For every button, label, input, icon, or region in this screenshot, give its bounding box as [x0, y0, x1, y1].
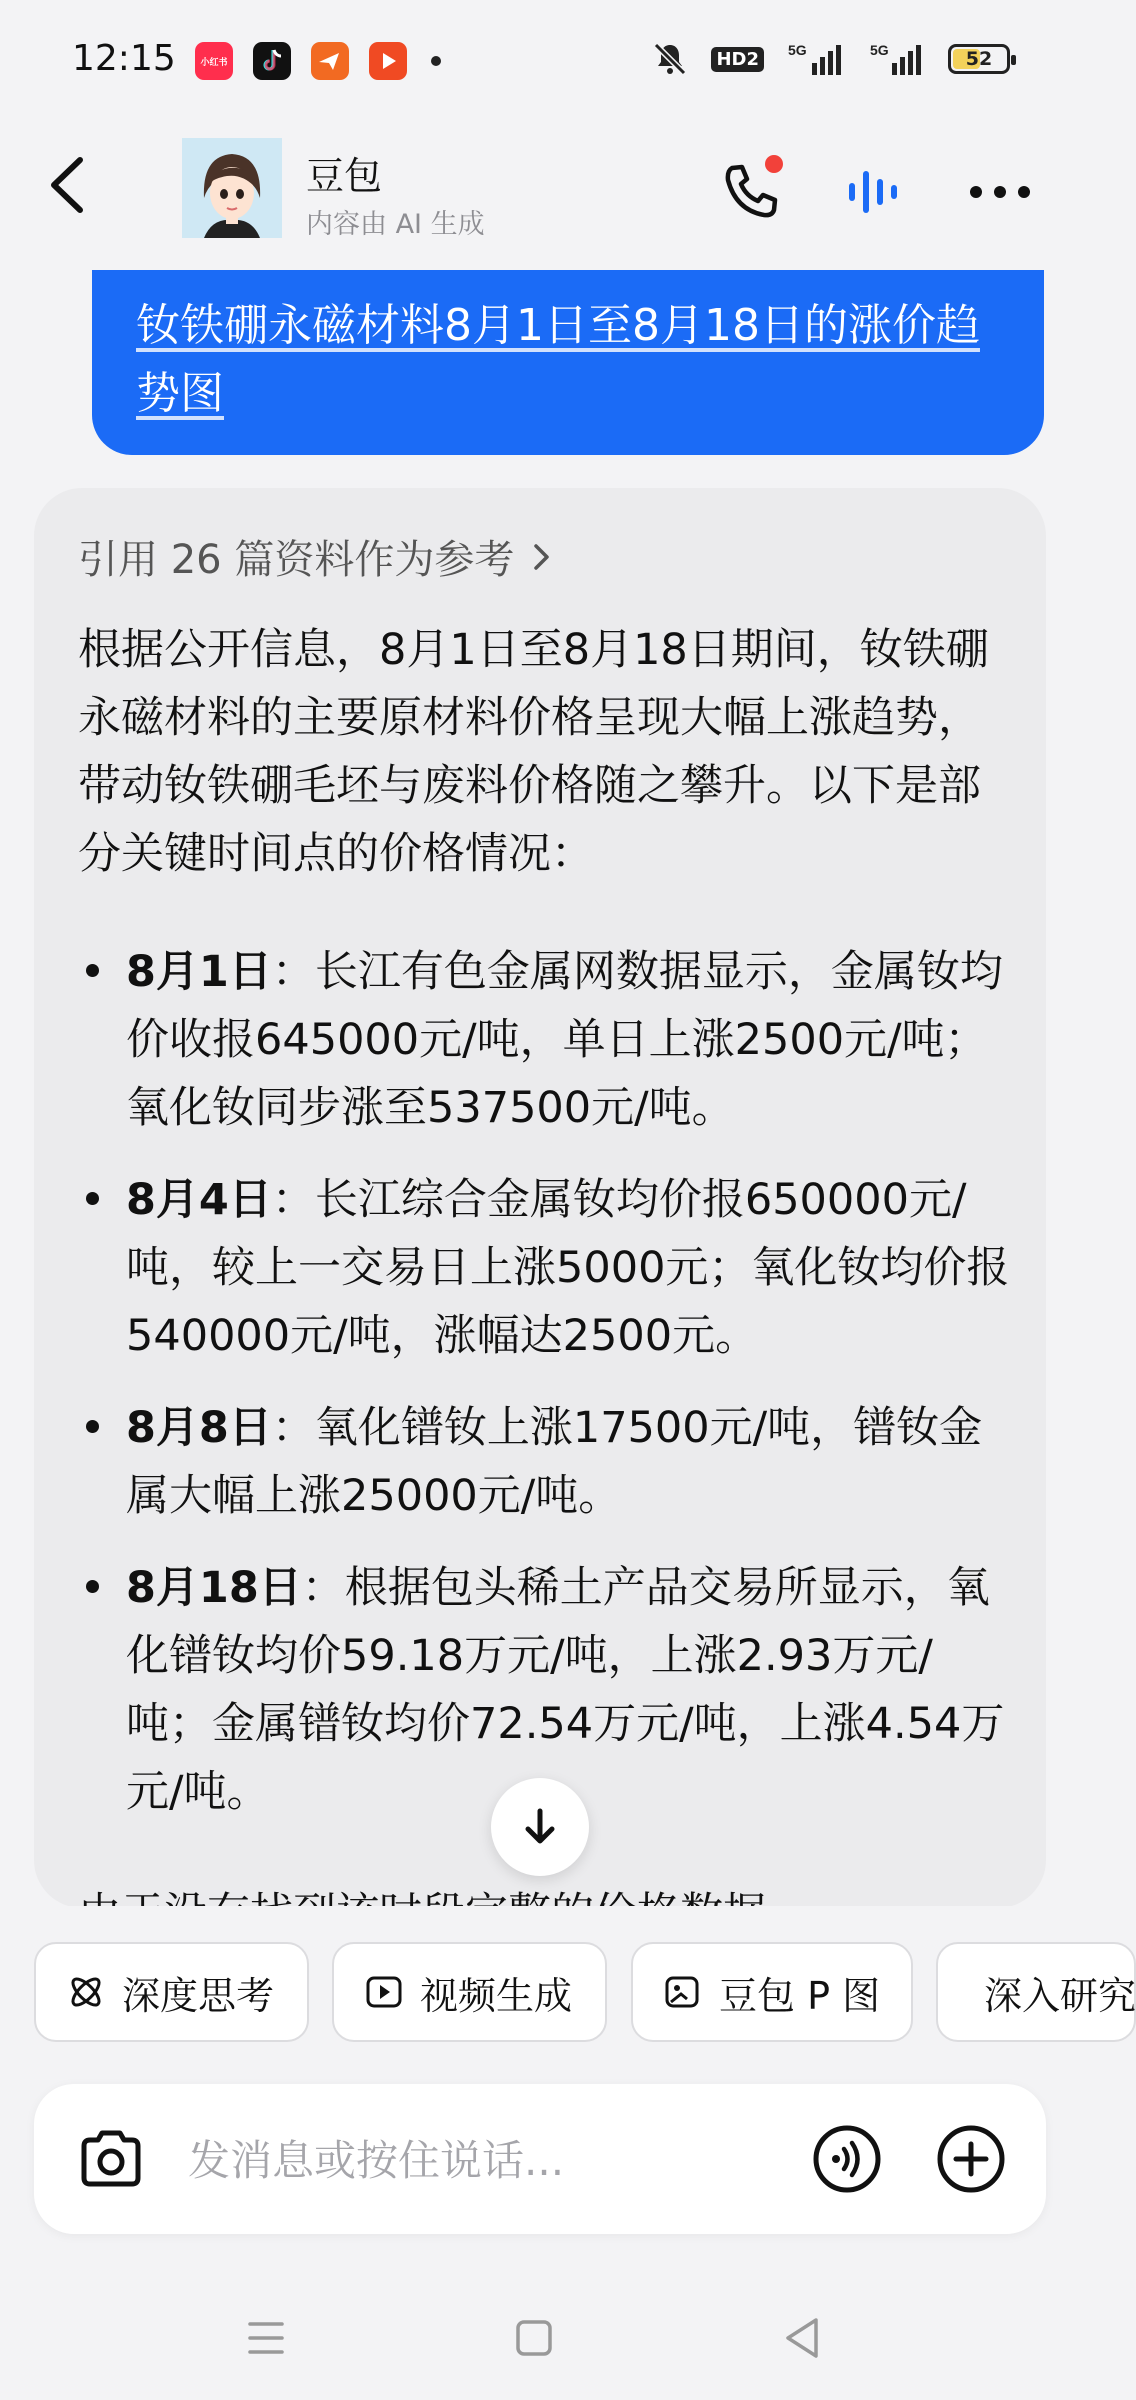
voice-wave-icon	[842, 162, 908, 222]
more-notifications-dot	[431, 56, 441, 66]
battery-percent: 52	[965, 48, 993, 70]
item-text: ：长江有色金属网数据显示，金属钕均价收报645000元/吨，单日上涨2500元/吨；氧化钕同步涨至537500元/吨。	[126, 947, 1003, 1133]
list-item	[78, 1394, 1018, 1530]
voice-input-button[interactable]	[810, 2122, 884, 2196]
back-button[interactable]	[40, 150, 100, 220]
answer-card	[34, 488, 1046, 1908]
plus-circle-icon	[934, 2122, 1008, 2196]
doubao-avatar-icon	[182, 138, 282, 238]
battery-icon	[948, 44, 1010, 74]
square-home-icon	[504, 2310, 564, 2366]
chip-label: 深入研究	[984, 1973, 1136, 2018]
chip-label: 豆包 P 图	[719, 1973, 881, 2018]
item-date: 8月8日	[126, 1403, 272, 1453]
chevron-left-icon	[40, 150, 100, 220]
triangle-back-icon	[772, 2310, 832, 2366]
atom-icon	[66, 1972, 106, 2012]
system-status-icons	[651, 40, 1010, 78]
status-app-icons	[195, 42, 441, 80]
chat-header	[0, 120, 1080, 270]
item-date: 8月18日	[126, 1563, 302, 1613]
hd-icon: HD2	[711, 47, 764, 72]
list-item	[78, 1166, 1018, 1370]
recent-apps-button[interactable]	[236, 2310, 296, 2366]
chip-deep-thinking[interactable]	[34, 1942, 309, 2042]
price-timeline-list	[78, 938, 1018, 1850]
back-nav-button[interactable]	[772, 2310, 832, 2366]
chevron-right-icon	[528, 540, 554, 574]
arrow-down-icon	[518, 1805, 562, 1849]
item-text: ：根据包头稀土产品交易所显示，氧化镨钕均价59.18万元/吨，上涨2.93万元/吨；金属镨钕均价72.54万元/吨，上涨4.54万元/吨。	[126, 1563, 1005, 1817]
chip-video-generation[interactable]	[332, 1942, 607, 2042]
list-item	[78, 938, 1018, 1142]
answer-intro: 根据公开信息，8月1日至8月18日期间，钕铁硼永磁材料的主要原材料价格呈现大幅上涨趋势，带动钕铁硼毛坯与废料价格随之攀升。以下是部分关键时间点的价格情况：	[78, 625, 989, 879]
more-options-button[interactable]	[966, 172, 1034, 212]
svg-text:5G: 5G	[788, 42, 807, 58]
video-play-icon	[364, 1972, 404, 2012]
status-bar	[0, 0, 1080, 120]
user-message-text[interactable]: 钕铁硼永磁材料8月1日至8月18日的涨价趋势图	[136, 300, 980, 419]
menu-lines-icon	[236, 2310, 296, 2366]
voice-chat-button[interactable]	[842, 162, 908, 222]
more-dots-icon	[966, 172, 1034, 212]
call-notification-dot	[765, 155, 783, 173]
home-button[interactable]	[504, 2310, 564, 2366]
add-attachment-button[interactable]	[934, 2122, 1008, 2196]
scroll-to-bottom-button[interactable]	[491, 1778, 589, 1876]
signal-5g-icon	[786, 41, 848, 77]
chip-deep-research[interactable]	[936, 1942, 1136, 2042]
message-composer	[34, 2084, 1046, 2234]
douyin-icon	[253, 42, 291, 80]
voice-input-icon	[810, 2122, 884, 2196]
bot-avatar[interactable]	[182, 138, 282, 238]
message-input[interactable]	[186, 2124, 810, 2196]
image-edit-icon	[663, 1972, 703, 2012]
item-text: ：氧化镨钕上涨17500元/吨，镨钕金属大幅上涨25000元/吨。	[126, 1403, 983, 1521]
svg-text:5G: 5G	[870, 42, 889, 58]
chip-photo-edit[interactable]	[631, 1942, 913, 2042]
bot-subtitle: 内容由 AI 生成	[306, 209, 485, 240]
video-app-icon	[369, 42, 407, 80]
references-link[interactable]	[78, 528, 554, 585]
item-date: 8月1日	[126, 947, 272, 997]
item-date: 8月4日	[126, 1175, 272, 1225]
bot-name: 豆包	[306, 154, 383, 198]
xiaohongshu-icon: 小红书	[195, 42, 233, 80]
camera-icon	[74, 2122, 148, 2196]
mute-bell-icon	[651, 40, 689, 78]
chip-label: 视频生成	[420, 1973, 573, 2018]
references-label: 引用 26 篇资料作为参考	[78, 537, 515, 583]
feishu-icon	[311, 42, 349, 80]
item-text: ：长江综合金属钕均价报650000元/吨，较上一交易日上涨5000元；氧化钕均价报540000元/吨，涨幅达2500元。	[126, 1175, 1010, 1361]
status-time: 12:15	[72, 38, 176, 79]
system-navigation-bar	[0, 2270, 1080, 2400]
user-message-bubble[interactable]	[92, 270, 1044, 455]
camera-button[interactable]	[74, 2122, 148, 2196]
signal-5g-icon-2	[870, 41, 926, 77]
quick-actions-bar	[0, 1906, 1136, 2086]
chip-label: 深度思考	[122, 1973, 275, 2018]
